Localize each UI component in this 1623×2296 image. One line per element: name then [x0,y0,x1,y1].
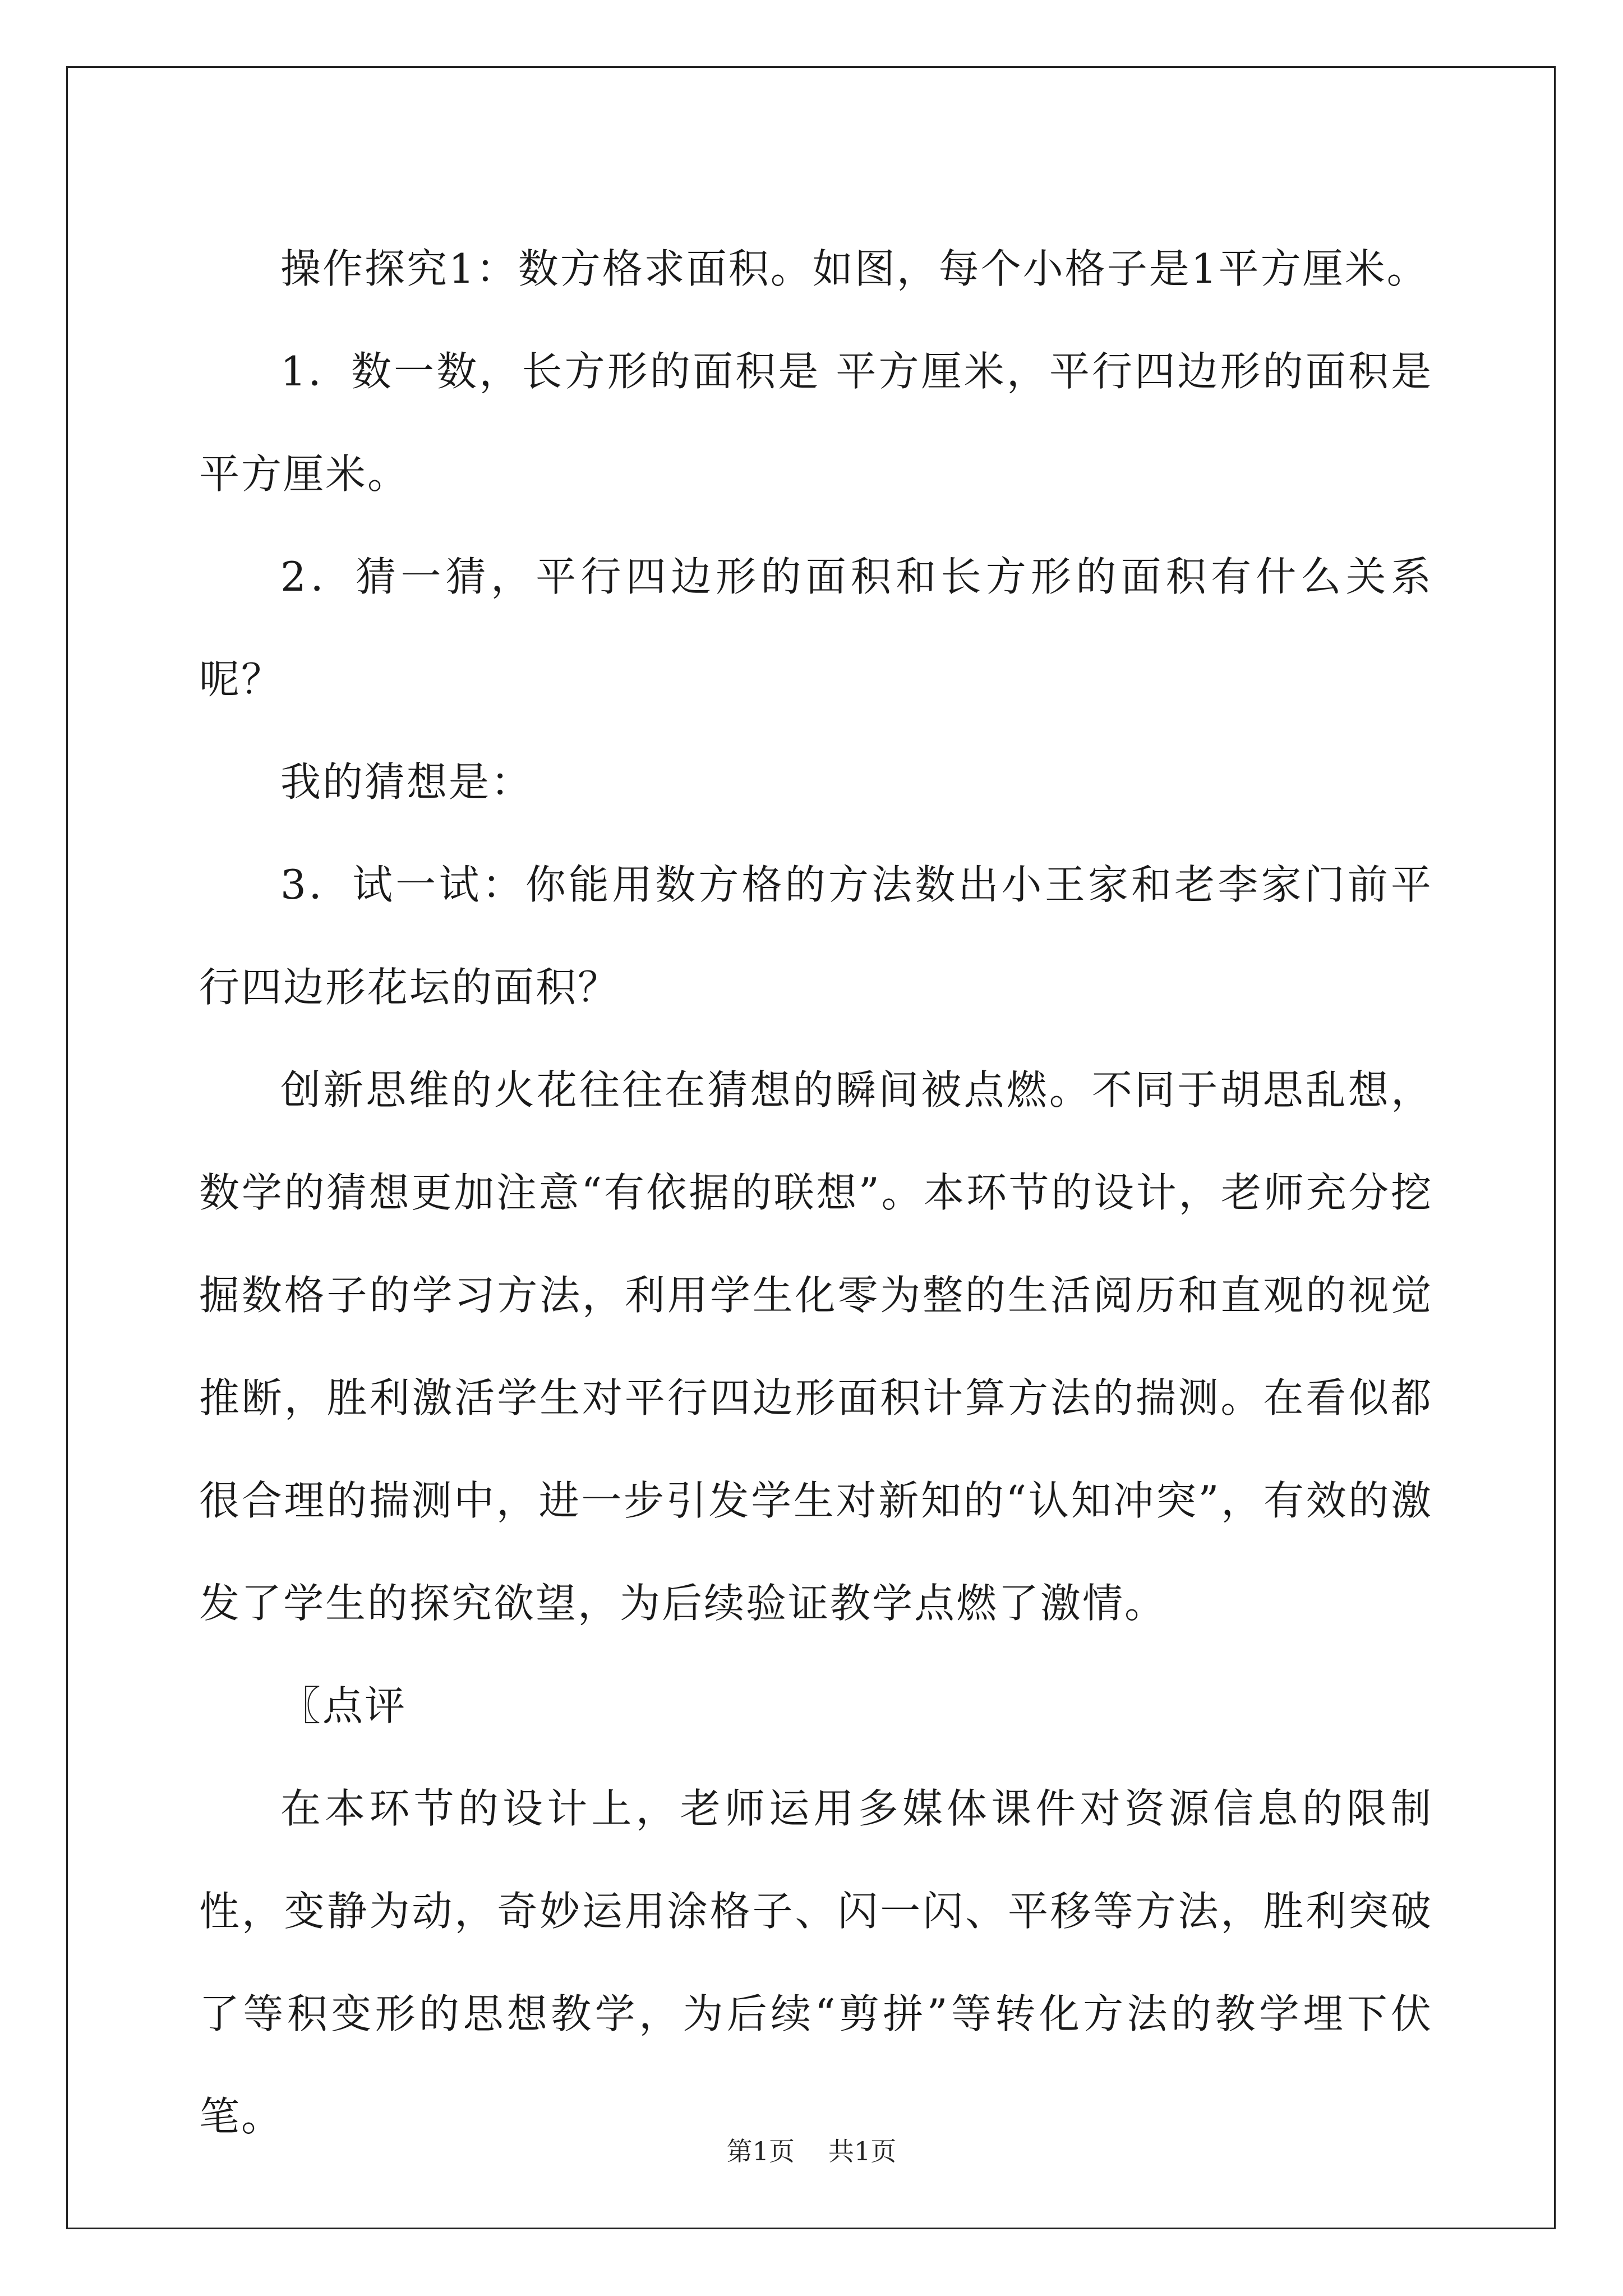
paragraph-guess: 我的猜想是： [280,758,533,806]
paragraph-reflection: 创新思维的火花往往在猜想的瞬间被点燃。不同于胡思乱想，数学的猜想更加注意“有依据的联想”。本环节的设计，老师充分挖掘数格子的学习方法，利用学生化零为整的生活阅历和直观的视觉推断，胜利激活学生对平行四边形面积计算方法的揣测。在看似都很合理的揣测中，进一步引发学生对新知的“认知冲突”，有效的激发了学生的探究欲望，为后续验证教学点燃了激情。 [199,1066,1433,1627]
document-body [199,218,1433,2168]
page-count: 共1页 [828,2136,897,2166]
paragraph-step-1: 1．数一数，长方形的面积是 平方厘米，平行四边形的面积是 平方厘米。 [199,348,1433,498]
paragraph-step-2: 2．猜一猜，平行四边形的面积和长方形的面积有什么关系呢？ [199,553,1433,703]
page-footer [0,2134,1623,2168]
paragraph-step-3: 3．试一试：你能用数方格的方法数出小王家和老李家门前平行四边形花坛的面积？ [199,861,1433,1011]
page-number: 第1页 [726,2136,795,2166]
paragraph-comment-heading: 〖点评 [280,1682,407,1729]
paragraph-activity-intro: 操作探究1：数方格求面积。如图，每个小格子是1平方厘米。 [280,245,1429,292]
paragraph-comment: 在本环节的设计上，老师运用多媒体课件对资源信息的限制性，变静为动，奇妙运用涂格子、闪一闪、平移等方法，胜利突破了等积变形的思想教学，为后续“剪拼”等转化方法的教学埋下伏笔。 [199,1785,1433,2140]
